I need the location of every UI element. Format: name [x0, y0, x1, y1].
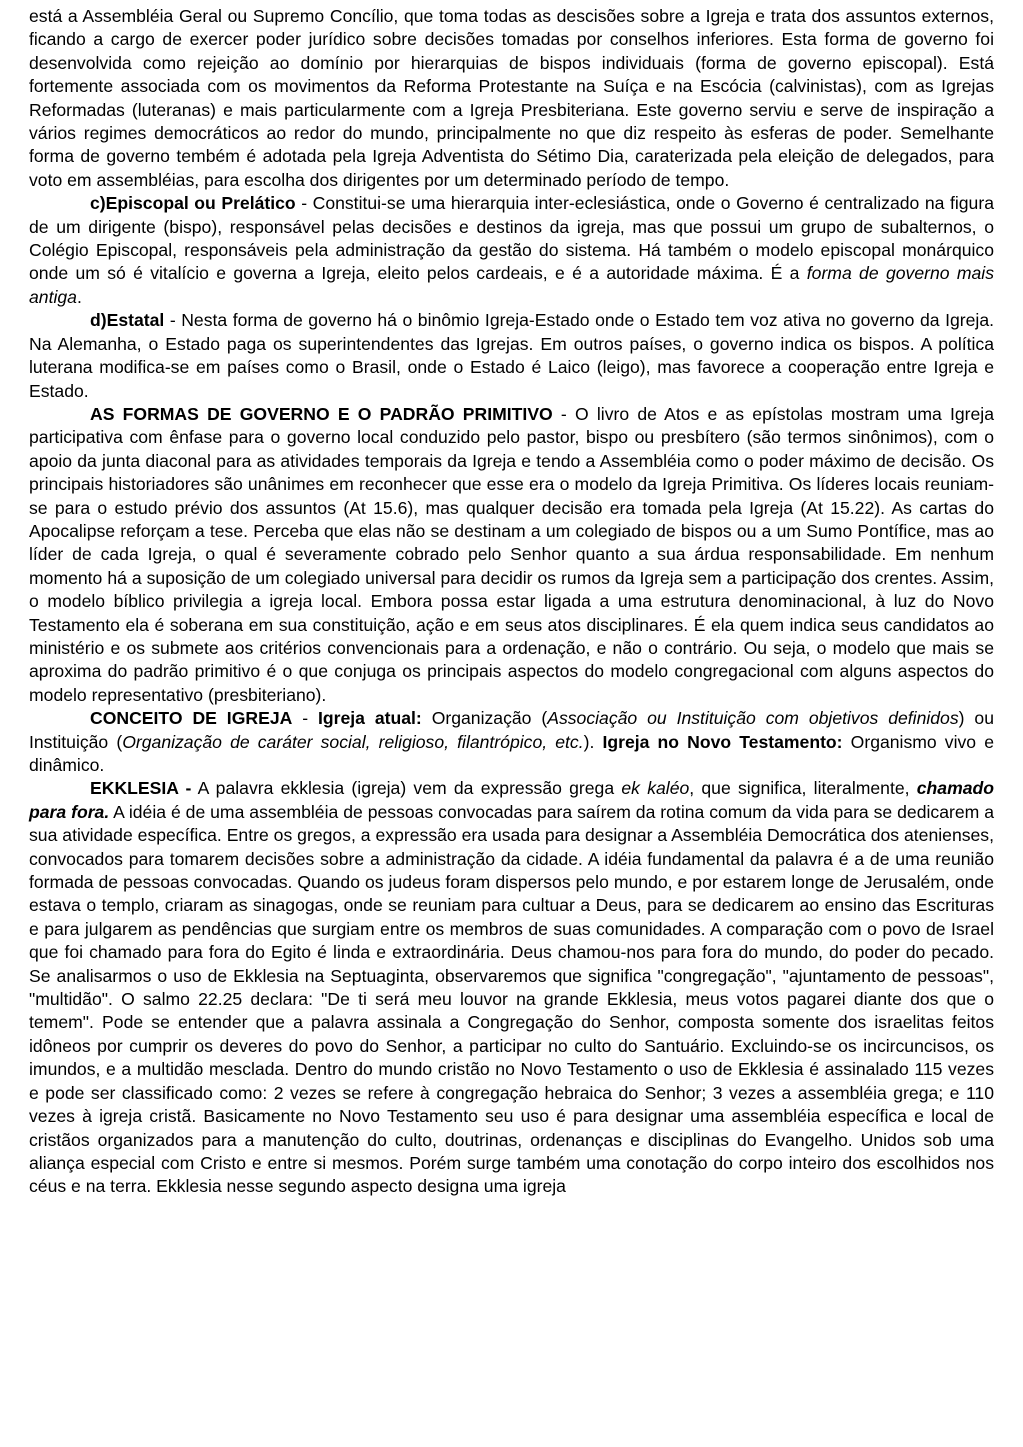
paragraph-estatal — [29, 309, 994, 403]
document-page — [29, 5, 994, 1199]
paragraph-text: , que significa, literalmente, — [689, 778, 917, 799]
section-heading: CONCEITO DE IGREJA — [90, 708, 293, 729]
paragraph-text: - — [292, 708, 318, 729]
paragraph-conceito-igreja — [29, 707, 994, 777]
paragraph-text: está a Assembléia Geral ou Supremo Concílio, que toma todas as descisões sobre a Igreja e trata dos assuntos externos, ficando a cargo de exercer poder jurídico sobre decisões tomadas por conselhos inferiores. Esta forma de governo foi desenvolvida como rejeição ao domínio por hierarquias de bispos individuais (forma de governo episcopal). Está fortemente associada com os movimentos da Reforma Protestante na Suíça e na Escócia (calvinistas), com as Igrejas Reformadas (luteranas) e mais particularmente com a Igreja Presbiteriana. Este governo serviu e serve de inspiração a vários regimes democráticos ao redor do mundo, principalmente no que diz respeito às esferas de poder. Semelhante forma de governo tembém é adotada pela Igreja Adventista do Sétimo Dia, caraterizada pela eleição de delegados, para voto em assembléias, para escolha dos dirigentes por um determinado período de tempo. — [29, 6, 994, 190]
emphasis-text: Organização de caráter social, religioso, filantrópico, etc. — [122, 731, 584, 752]
paragraph-text: Organização ( — [421, 708, 548, 729]
paragraph-ekklesia — [29, 777, 994, 1198]
paragraph-episcopal — [29, 192, 994, 309]
paragraph-text: A idéia é de uma assembléia de pessoas convocadas para saírem da rotina comum da vida para se dedicarem a sua atividade específica. Entre os gregos, a expressão era usada para designar a Assembléia Democrática dos atenienses, convocados para tomarem decisões sobre a administração da cidade. A idéia fundamental da palavra é a de uma reunião formada de pessoas convocadas. Quando os judeus foram dispersos pelo mundo, e por estarem longe de Jerusalém, onde estava o templo, criaram as sinagogas, onde se reuniam para cultuar a Deus, para se dedicarem ao ensino das Escrituras e para julgarem as pendências que surgiam entre os membros de suas comunidades. A comparação com o povo de Israel que foi chamado para fora do Egito é linda e extraordinária. Deus chamou-nos para fora do mundo, do poder do pecado. Se analisarmos o uso de Ekklesia na Septuaginta, observaremos que significa "congregação", "ajuntamento de pessoas", "multidão". O salmo 22.25 declara: "De ti será meu louvor na grande Ekklesia, meus votos pagarei diante dos que o temem". Pode se entender que a palavra assinala a Congregação do Senhor, composta somente dos israelitas feitos idôneos por cumprir os deveres do povo do Senhor, a participar no culto do Santuário. Excluindo-se os incircuncisos, os imundos, e a multidão mesclada. Dentro do mundo cristão no Novo Testamento o uso de Ekklesia é assinalado 115 vezes e pode ser classificado como: 2 vezes se refere à congregação hebraica do Senhor; 3 vezes a assembléia grega; e 110 vezes à igreja cristã. Basicamente no Novo Testamento seu uso é para designar uma assembléia específica e local de cristãos organizados para a manutenção do culto, doutrinas, ordenanças e disciplinas do Evangelho. Unidos sob uma aliança especial com Cristo e entre si mesmos. Porém surge também uma conotação do corpo inteiro dos escolhidos nos céus e na terra. Ekklesia nesse segundo aspecto designa uma igreja — [29, 801, 994, 1197]
section-heading: AS FORMAS DE GOVERNO E O PADRÃO PRIMITIVO — [90, 403, 553, 424]
paragraph-text: Organismo vivo e dinâmico. — [29, 731, 994, 775]
subheading: Igreja atual: — [318, 708, 422, 729]
paragraph-text: ). — [583, 731, 603, 752]
paragraph-text: - Constitui-se uma hierarquia inter-eclesiástica, onde o Governo é centralizado na figura de um dirigente (bispo), responsável pelas decisões e destinos da igreja, mas que possui um grupo de subalternos, o Colégio Episcopal, responsáveis pela administração da gestão do sistema. Há também o modelo episcopal monárquico onde um só é vitalício e governa a Igreja, eleito pelos cardeais, e é a autoridade máxima. É a — [29, 193, 994, 284]
subheading: Igreja no Novo Testamento: — [602, 731, 843, 752]
emphasis-text: forma de governo mais antiga — [29, 263, 994, 307]
paragraph-text: A palavra ekklesia (igreja) vem da expressão grega — [191, 778, 622, 799]
paragraph-text: - O livro de Atos e as epístolas mostram uma Igreja participativa com ênfase para o governo local conduzido pelo pastor, bispo ou presbítero (são termos sinônimos), com o apoio da junta diaconal para as atividades temporais da Igreja e tendo a Assembléia como o poder máximo de decisão. Os principais historiadores são unânimes em reconhecer que esse era o modelo da Igreja Primitiva. Os líderes locais reuniam-se para o estudo prévio dos assuntos (At 15.6), mas qualquer decisão era tomada pela Igreja (At 15.22). As cartas do Apocalipse reforçam a tese. Perceba que elas não se destinam a um colegiado de bispos ou a um Sumo Pontífice, mas ao líder de cada Igreja, o qual é severamente cobrado pelo Senhor quanto a sua árdua responsabilidade. Em nenhum momento há a suposição de um colegiado universal para decidir os rumos da Igreja sem a participação dos crentes. Assim, o modelo bíblico privilegia a igreja local. Embora possa estar ligada a uma estrutura denominacional, à luz do Novo Testamento ela é soberana em sua constituição, ação e em seus atos disciplinares. É ela quem indica seus candidatos ao ministério e os submete aos critérios convencionais para a ordenação, e não o contrário. Ou seja, o modelo que mais se aproxima do padrão primitivo é o que conjuga os principais aspectos do modelo congregacional com alguns aspectos do modelo representativo (presbiteriano). — [29, 403, 994, 705]
paragraph-text: - Nesta forma de governo há o binômio Igreja-Estado onde o Estado tem voz ativa no governo da Igreja. Na Alemanha, o Estado paga os superintendentes das Igrejas. Em outros países, o governo indica os bispos. A política luterana modifica-se em países como o Brasil, onde o Estado é Laico (leigo), mas favorece a cooperação entre Igreja e Estado. — [29, 310, 994, 401]
paragraph-text: ) ou Instituição ( — [29, 708, 994, 752]
section-heading: d)Estatal — [90, 310, 165, 331]
emphasis-text: ek kaléo — [621, 778, 690, 799]
section-heading: EKKLESIA - — [90, 778, 192, 799]
emphasis-text: chamado para fora. — [29, 778, 995, 822]
paragraph-text: . — [76, 286, 82, 307]
paragraph-padrao-primitivo — [29, 403, 994, 707]
emphasis-text: Associação ou Instituição com objetivos definidos — [547, 708, 959, 729]
paragraph-presbyterian — [29, 5, 994, 192]
section-heading: c)Episcopal ou Prelático — [90, 193, 296, 214]
